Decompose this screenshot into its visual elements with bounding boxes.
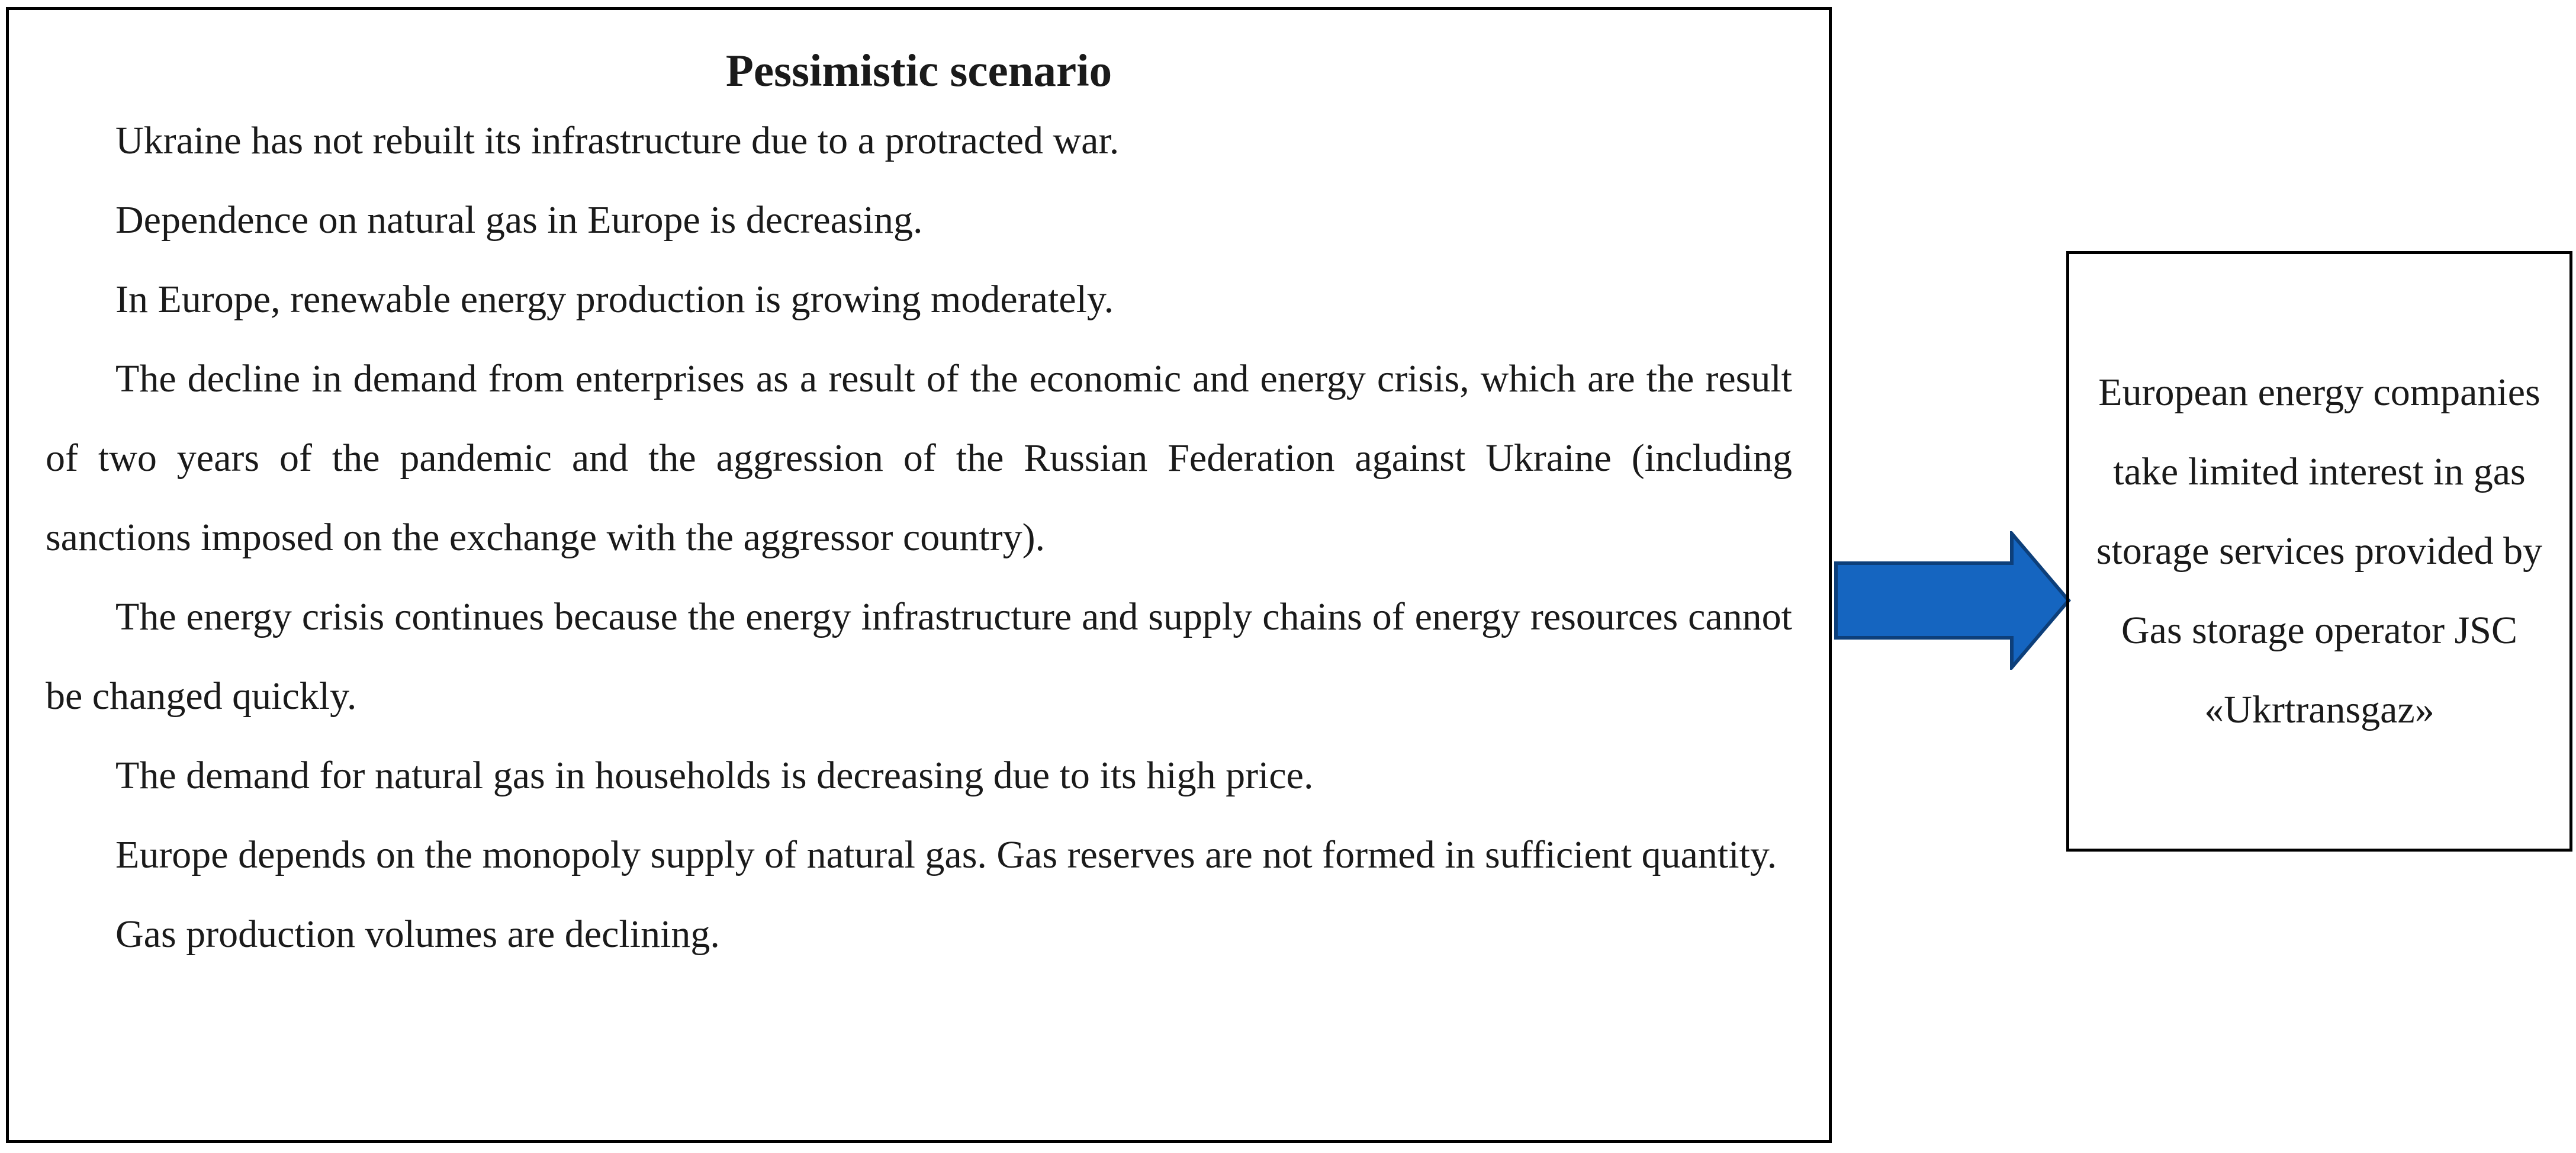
scenario-point: Gas production volumes are declining. (115, 913, 720, 956)
right-arrow-icon (1834, 531, 2071, 670)
scenario-point: Dependence on natural gas in Europe is decreasing. (115, 198, 923, 242)
scenario-point: Europe depends on the monopoly supply of natural gas. Gas reserves are not formed in sufficient quantity. (115, 833, 1777, 876)
scenario-point: In Europe, renewable energy production is growing moderately. (115, 278, 1114, 321)
outcome-text: European energy companies take limited interest in gas storage services provided by Gas storage operator JSC «Ukrtransgaz» (2096, 371, 2543, 731)
scenario-title: Pessimistic scenario (725, 45, 1112, 96)
scenario-point: The energy crisis continues because the energy infrastructure and supply chains of energy resources cannot be changed quickly. (46, 595, 1792, 718)
arrow-shape (1836, 534, 2069, 667)
pessimistic-scenario-box (6, 7, 1832, 1143)
outcome-box (2066, 251, 2572, 852)
scenario-point: The decline in demand from enterprises as a result of the economic and energy crisis, which are the result of two years of the pandemic and the aggression of the Russian Federation against Ukraine (including sanctions imposed on the exchange with the aggressor country). (46, 357, 1792, 559)
scenario-point: Ukraine has not rebuilt its infrastructure due to a protracted war. (115, 119, 1120, 162)
scenario-point: The demand for natural gas in households is decreasing due to its high price. (115, 754, 1314, 797)
